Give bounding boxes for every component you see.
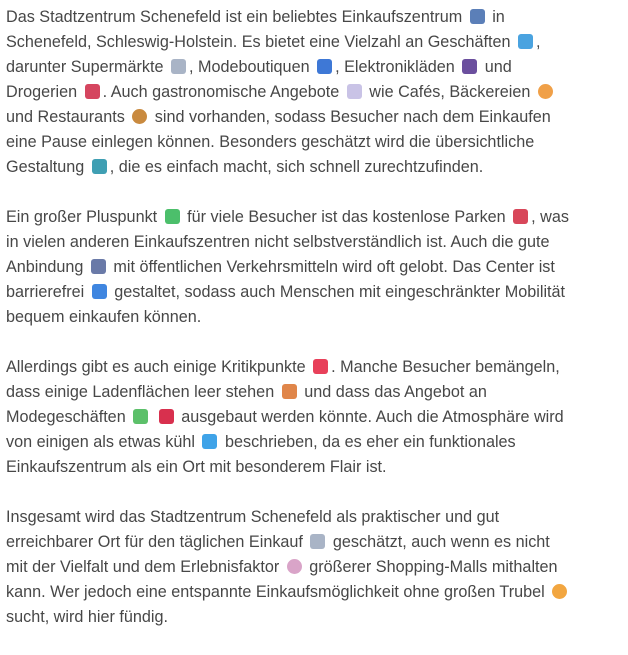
sparkler-icon [287,559,302,574]
paragraph [6,355,570,480]
text-line [6,455,570,480]
text-segment: beschrieben, da es eher ein funktionales [220,433,516,451]
paragraph [6,205,570,330]
text-segment: und Restaurants [6,108,130,126]
text-segment: Schenefeld, Schleswig-Holstein. Es bietet eine Vielzahl an Geschäften [6,33,516,51]
text-segment: von einigen als etwas kühl [6,433,200,451]
text-segment: dass einige Ladenflächen leer stehen [6,383,279,401]
text-segment: in vielen anderen Einkaufszentren nicht selbstverständlich ist. Auch die gute [6,233,550,251]
text-segment: Gestaltung [6,158,89,176]
text-segment: Allerdings gibt es auch einige Kritikpunkte [6,358,311,376]
text-segment: mit öffentlichen Verkehrsmitteln wird oft gelobt. Das Center ist [108,258,555,276]
text-segment: , Modeboutiquen [188,58,315,76]
department-store-icon [470,9,485,24]
map-icon [92,159,107,174]
text-line [6,580,570,605]
text-segment: darunter Supermärkte [6,58,168,76]
text-line [6,555,570,580]
text-line [6,230,570,255]
text-line [6,255,570,280]
shopping-cart-icon [171,59,186,74]
text-segment: barrierefrei [6,283,89,301]
text-segment: für viele Besucher ist das kostenlose Parken [182,208,511,226]
hamburger-icon [132,109,147,124]
paragraph [6,5,570,180]
text-line [6,355,570,380]
smiling-face-icon [552,584,567,599]
text-segment: , was [531,208,569,226]
text-line [6,430,570,455]
text-segment: , Elektronikläden [335,58,460,76]
tram-icon [91,259,106,274]
house-icon [282,384,297,399]
high-heel-icon [159,409,174,424]
text-segment: mit der Vielfalt und dem Erlebnisfaktor [6,558,284,576]
text-line [6,130,570,155]
text-segment: , die es einfach macht, sich schnell zurechtzufinden. [109,158,484,176]
t-shirt-icon [133,409,148,424]
text-segment: sucht, wird hier fündig. [6,608,168,626]
text-segment: größerer Shopping-Malls mithalten [304,558,558,576]
dress-icon [317,59,332,74]
text-segment: bequem einkaufen können. [6,308,202,326]
text-segment: geschätzt, auch wenn es nicht [328,533,550,551]
text-line [6,55,570,80]
text-segment [151,408,156,426]
text-segment: in [487,8,505,26]
ice-cube-icon [202,434,217,449]
text-segment: Modegeschäften [6,408,131,426]
text-segment: Ein großer Pluspunkt [6,208,162,226]
check-mark-icon [165,209,180,224]
text-segment: Anbindung [6,258,88,276]
text-segment: Einkaufszentrum als ein Ort mit besonderem Flair ist. [6,458,387,476]
car-icon [513,209,528,224]
text-segment: erreichbarer Ort für den täglichen Einkauf [6,533,308,551]
text-segment: gestaltet, sodass auch Menschen mit eingeschränkter Mobilität [109,283,566,301]
cross-mark-icon [313,359,328,374]
fork-knife-plate-icon [347,84,362,99]
text-line [6,80,570,105]
lipstick-icon [85,84,100,99]
text-segment: kann. Wer jedoch eine entspannte Einkaufsmöglichkeit ohne großen Trubel [6,583,550,601]
text-line [6,405,570,430]
text-segment: , [536,33,541,51]
text-segment: . Auch gastronomische Angebote [102,83,344,101]
document-body [6,5,570,655]
text-line [6,30,570,55]
text-line [6,380,570,405]
text-line [6,505,570,530]
text-segment: ausgebaut werden könnte. Auch die Atmosphäre wird [176,408,564,426]
text-segment: sind vorhanden, sodass Besucher nach dem Einkaufen [150,108,551,126]
text-segment: eine Pause einlegen können. Besonders geschätzt wird die übersichtliche [6,133,535,151]
shopping-cart-icon [310,534,325,549]
text-line [6,305,570,330]
text-segment: und dass das Angebot an [299,383,487,401]
text-segment: Das Stadtzentrum Schenefeld ist ein beliebtes Einkaufszentrum [6,8,467,26]
text-line [6,155,570,180]
text-line [6,105,570,130]
wheelchair-icon [92,284,107,299]
text-segment: . Manche Besucher bemängeln, [331,358,560,376]
text-line [6,205,570,230]
text-line [6,605,570,630]
text-segment: wie Cafés, Bäckereien [364,83,535,101]
paragraph [6,505,570,630]
text-segment: Drogerien [6,83,82,101]
text-line [6,5,570,30]
text-segment: und [480,58,512,76]
mobile-phone-icon [462,59,477,74]
shopping-bags-icon [518,34,533,49]
text-segment: Insgesamt wird das Stadtzentrum Schenefeld als praktischer und gut [6,508,500,526]
croissant-icon [538,84,553,99]
text-line [6,530,570,555]
text-line [6,280,570,305]
